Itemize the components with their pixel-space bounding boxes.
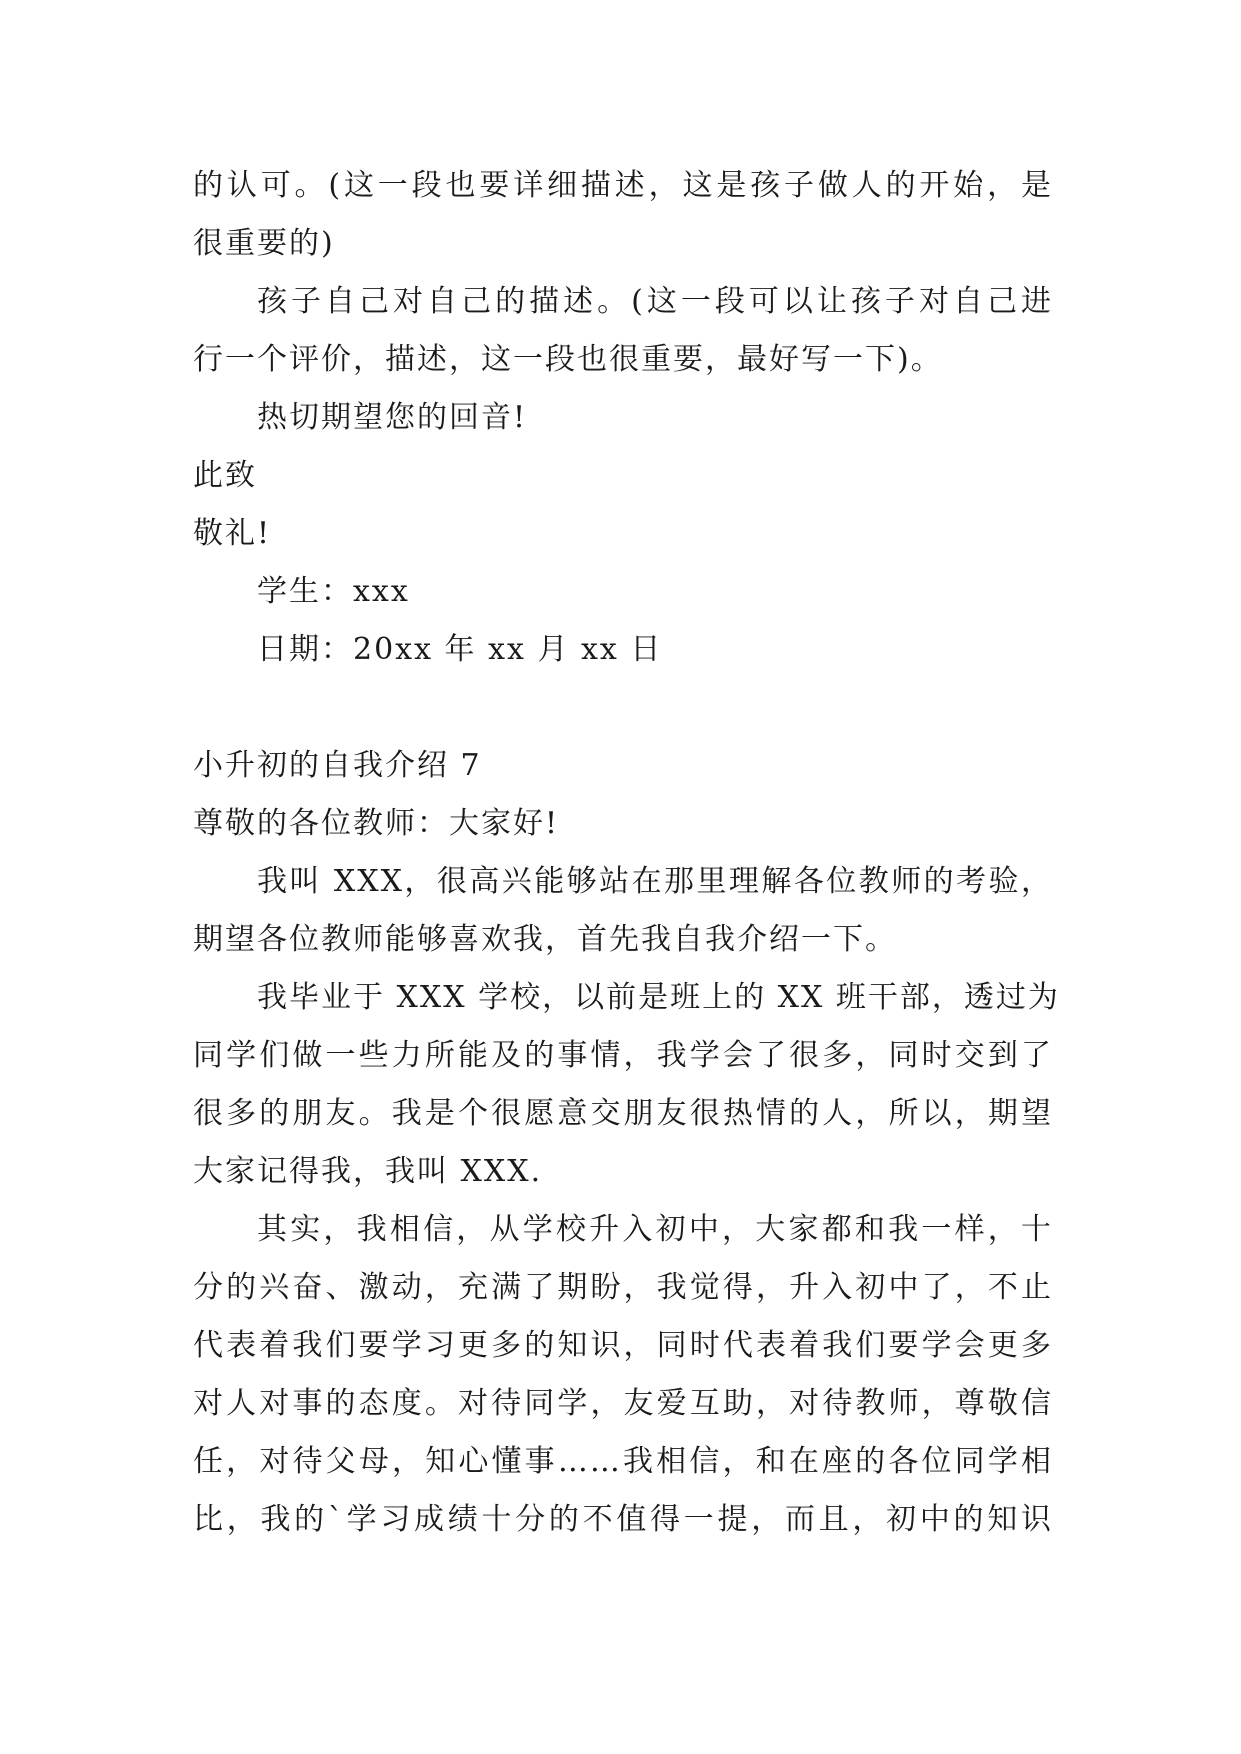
text-line-18: 其实，我相信，从学校升入初中，大家都和我一样，十 xyxy=(257,1212,1053,1247)
signature-date: 日期：20xx 年 xx 月 xx 日 xyxy=(257,632,663,667)
text-line-3: 孩子自己对自己的描述。(这一段可以让孩子对自己进 xyxy=(257,284,1053,319)
text-line-23: 比，我的`学习成绩十分的不值得一提，而且，初中的知识 xyxy=(193,1502,1053,1537)
signature-student: 学生：xxx xyxy=(257,574,410,609)
text-line-19: 分的兴奋、激动，充满了期盼，我觉得，升入初中了，不止 xyxy=(193,1270,1053,1305)
text-line-21: 对人对事的态度。对待同学，友爱互助，对待教师，尊敬信 xyxy=(193,1386,1053,1421)
text-line-1: 的认可。(这一段也要详细描述，这是孩子做人的开始，是 xyxy=(193,168,1053,203)
text-line-4: 行一个评价，描述，这一段也很重要，最好写一下)。 xyxy=(193,342,943,377)
text-line-2: 很重要的) xyxy=(193,226,335,261)
section-heading: 小升初的自我介绍 7 xyxy=(193,748,482,783)
text-line-7: 敬礼! xyxy=(193,516,272,551)
text-line-14: 我毕业于 XXX 学校，以前是班上的 XX 班干部，透过为 xyxy=(257,980,1060,1015)
text-line-16: 很多的朋友。我是个很愿意交朋友很热情的人，所以，期望 xyxy=(193,1096,1053,1131)
text-line-12: 我叫 XXX，很高兴能够站在那里理解各位教师的考验， xyxy=(257,864,1053,899)
text-line-17: 大家记得我，我叫 XXX. xyxy=(193,1154,543,1189)
greeting-line: 尊敬的各位教师：大家好! xyxy=(193,806,560,841)
text-line-13: 期望各位教师能够喜欢我，首先我自我介绍一下。 xyxy=(193,922,897,957)
text-line-5: 热切期望您的回音! xyxy=(257,400,528,435)
text-line-6: 此致 xyxy=(193,458,257,493)
text-line-20: 代表着我们要学习更多的知识，同时代表着我们要学会更多 xyxy=(193,1328,1053,1363)
text-line-15: 同学们做一些力所能及的事情，我学会了很多，同时交到了 xyxy=(193,1038,1053,1073)
text-line-22: 任，对待父母，知心懂事……我相信，和在座的各位同学相 xyxy=(193,1444,1053,1479)
